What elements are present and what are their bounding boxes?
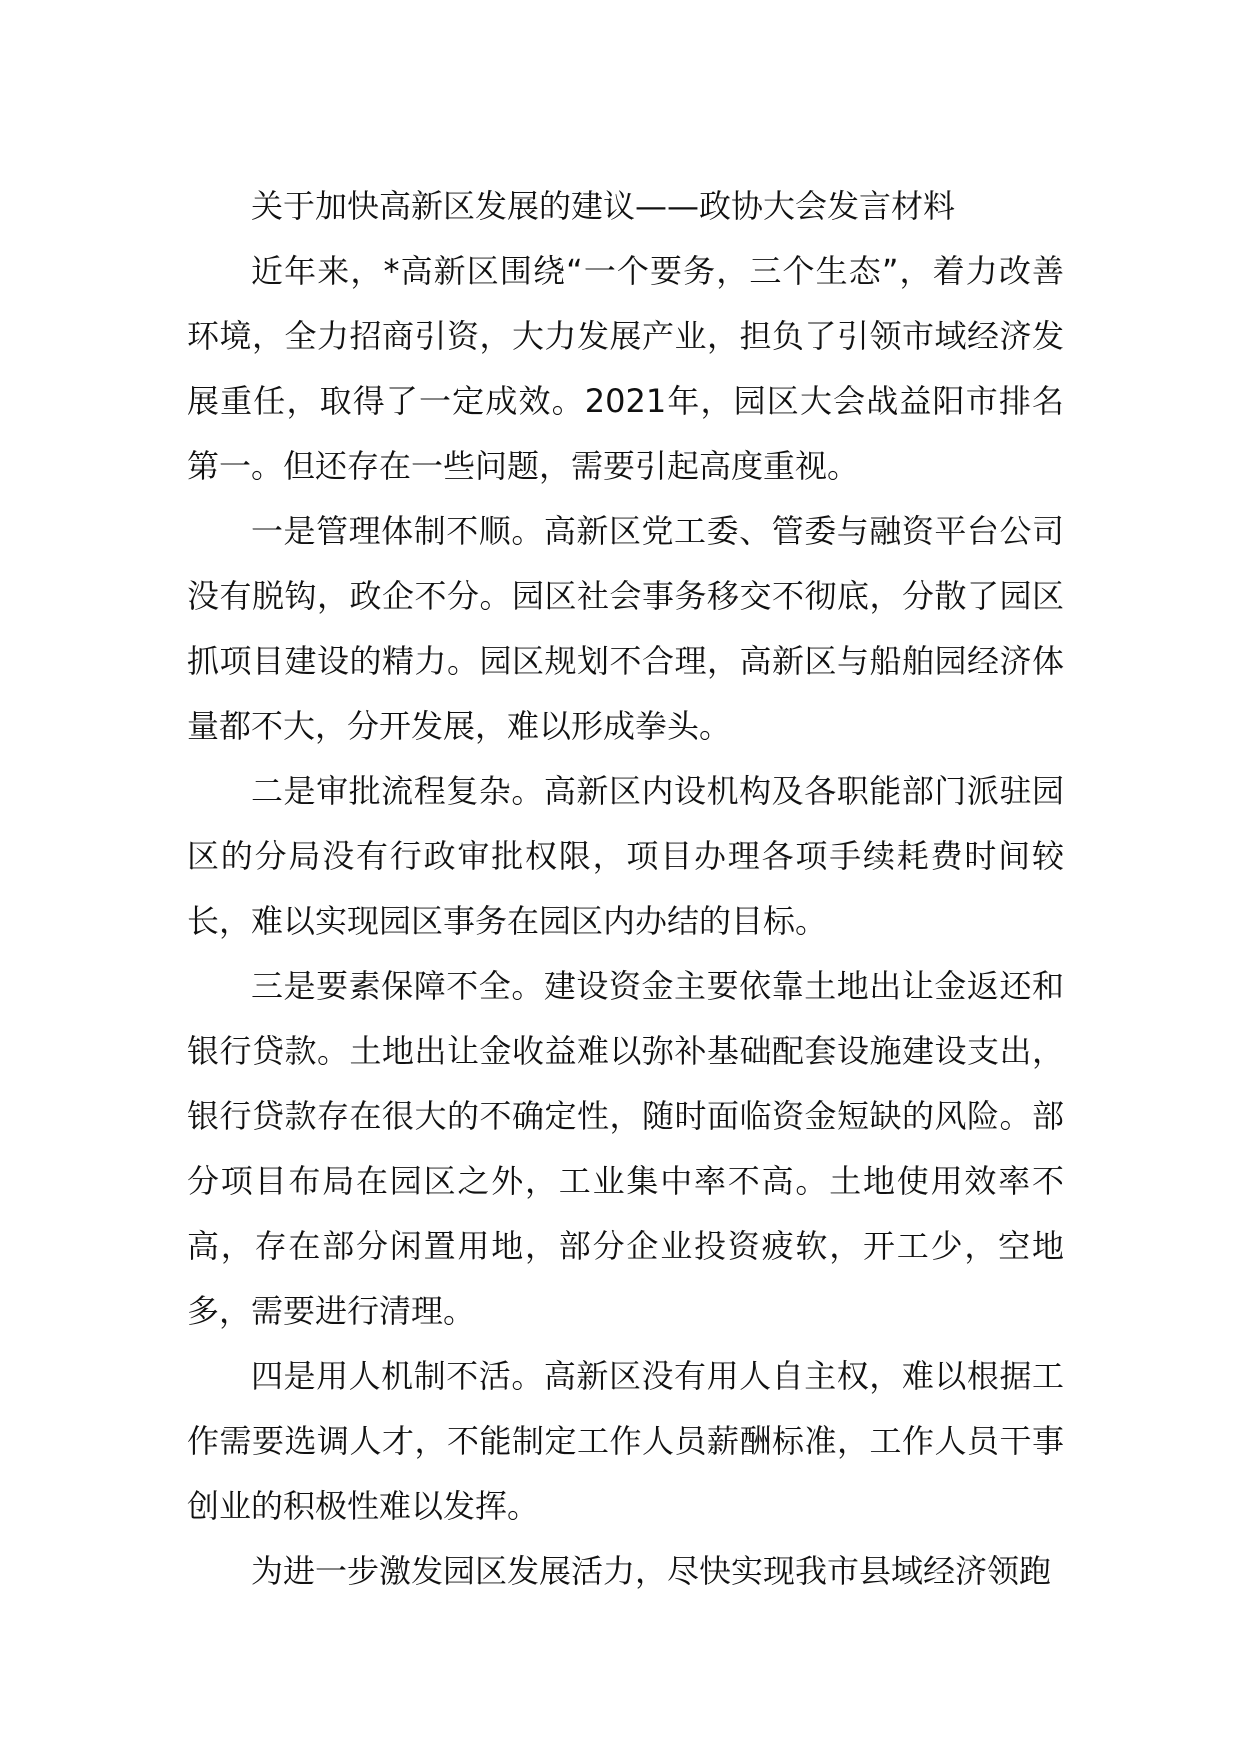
paragraph-factor-guarantee: 三是要素保障不全。建设资金主要依靠土地出让金返还和银行贷款。土地出让金收益难以弥补基础配套设施建设支出，银行贷款存在很大的不确定性，随时面临资金短缺的风险。部分项目布局在园区之外，工业集中率不高。土地使用效率不高，存在部分闲置用地，部分企业投资疲软，开工少，空地多，需要进行清理。 [187, 967, 1064, 1330]
document-title: 关于加快高新区发展的建议——政协大会发言材料 [251, 187, 956, 225]
paragraph-employment-mechanism: 四是用人机制不活。高新区没有用人自主权，难以根据工作需要选调人才，不能制定工作人员薪酬标准，工作人员干事创业的积极性难以发挥。 [187, 1357, 1064, 1525]
paragraph-conclusion: 为进一步激发园区发展活力，尽快实现我市县域经济领跑 [251, 1552, 1052, 1590]
paragraph-management-system: 一是管理体制不顺。高新区党工委、管委与融资平台公司没有脱钩，政企不分。园区社会事务移交不彻底，分散了园区抓项目建设的精力。园区规划不合理，高新区与船舶园经济体量都不大，分开发展，难以形成拳头。 [187, 512, 1064, 745]
paragraph-overview: 近年来，*高新区围绕“一个要务，三个生态”，着力改善环境，全力招商引资，大力发展产业，担负了引领市域经济发展重任，取得了一定成效。2021年，园区大会战益阳市排名第一。但还存在一些问题，需要引起高度重视。 [187, 252, 1064, 485]
paragraph-approval-process: 二是审批流程复杂。高新区内设机构及各职能部门派驻园区的分局没有行政审批权限，项目办理各项手续耗费时间较长，难以实现园区事务在园区内办结的目标。 [187, 772, 1064, 940]
